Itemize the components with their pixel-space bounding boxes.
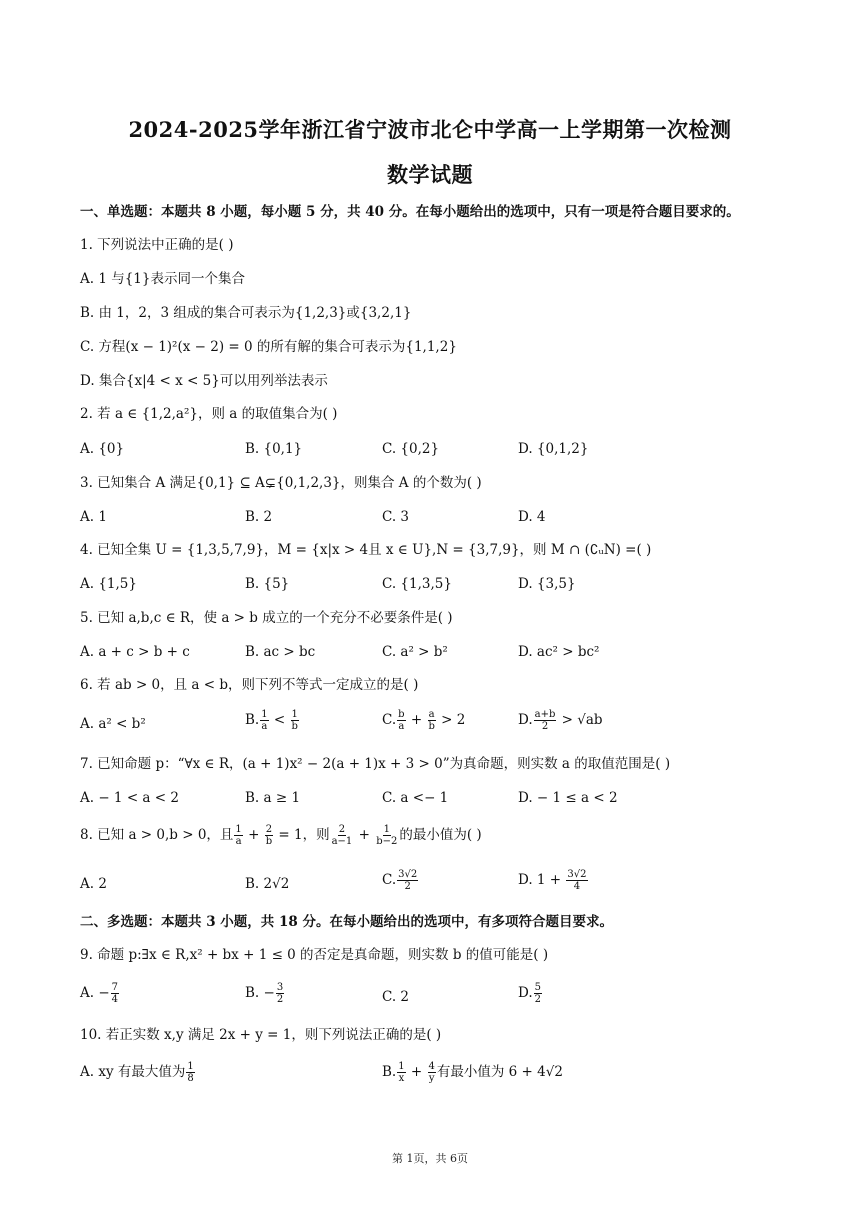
fraction: $\frac{5}{2}$ <box>534 982 542 1005</box>
question-7-option-a: A. − 1 < a < 2 <box>80 790 179 806</box>
question-8-option-a: A. 2 <box>80 876 107 892</box>
question-6-option-b: B. $\frac{1}{a}$ < $\frac{1}{b}$ <box>245 709 298 732</box>
question-2-option-c: C. {0,2} <box>382 441 440 457</box>
question-9-option-c: C. 2 <box>382 989 410 1005</box>
question-4-option-b: B. {5} <box>245 576 290 592</box>
question-10-option-b: B. $\frac{1}{x}$ + $\frac{4}{y}$ 有最小值为 6 + 4√2 <box>382 1061 563 1084</box>
question-4-stem: 4. 已知全集 U = {1,3,5,7,9}，M = {x|x > 4且 x ∈ U},N = {3,7,9}，则 M ∩ (∁ᵤN) =( ) <box>80 542 652 558</box>
question-8-option-c: C. $\frac{3√2}{2}$ <box>382 869 418 892</box>
question-1-stem: 1. 下列说法中正确的是( ) <box>80 237 234 253</box>
fraction: $\frac{2}{b}$ <box>265 824 273 847</box>
question-1-option-d: D. 集合{x|4 < x < 5}可以用列举法表示 <box>80 373 328 389</box>
section-heading-multiple-choice: 二、多选题：本题共 3 小题，共 18 分。在每小题给出的选项中，有多项符合题目要求。 <box>80 914 613 930</box>
fraction: $\frac{a}{b}$ <box>428 709 435 732</box>
fraction: $\frac{3√2}{4}$ <box>567 869 587 892</box>
fraction: $\frac{3}{2}$ <box>276 982 284 1005</box>
question-5-option-c: C. a² > b² <box>382 644 448 660</box>
question-7-option-b: B. a ≥ 1 <box>245 790 301 806</box>
question-9-option-b: B. − $\frac{3}{2}$ <box>245 982 284 1005</box>
question-6-option-c: C. $\frac{b}{a}$ + $\frac{a}{b}$ > 2 <box>382 709 466 732</box>
question-8-option-d: D. 1 + $\frac{3√2}{4}$ <box>518 869 587 892</box>
question-6-stem: 6. 若 ab > 0，且 a < b，则下列不等式一定成立的是( ) <box>80 677 419 693</box>
fraction: $\frac{3√2}{2}$ <box>398 869 418 892</box>
question-4-option-a: A. {1,5} <box>80 576 137 592</box>
question-3-option-b: B. 2 <box>245 509 273 525</box>
question-2-option-a: A. {0} <box>80 441 125 457</box>
exam-subtitle: 数学试题 <box>387 162 473 187</box>
section-heading-single-choice: 一、单选题：本题共 8 小题，每小题 5 分，共 40 分。在每小题给出的选项中，只有一项是符合题目要求的。 <box>80 204 740 220</box>
fraction: $\frac{1}{x}$ <box>398 1061 405 1084</box>
fraction: $\frac{a+b}{2}$ <box>534 709 556 732</box>
question-8-option-b: B. 2√2 <box>245 876 290 892</box>
question-5-stem: 5. 已知 a,b,c ∈ R，使 a > b 成立的一个充分不必要条件是( ) <box>80 610 453 626</box>
question-2-option-d: D. {0,1,2} <box>518 441 589 457</box>
question-9-stem: 9. 命题 p:∃x ∈ R,x² + bx + 1 ≤ 0 的否定是真命题，则实数 b 的值可能是( ) <box>80 947 549 963</box>
question-7-stem: 7. 已知命题 p：“∀x ∈ R，(a + 1)x² − 2(a + 1)x + 3 > 0”为真命题，则实数 a 的取值范围是( ) <box>80 756 671 772</box>
fraction: $\frac{2}{a-1}$ <box>331 824 353 847</box>
fraction: $\frac{b}{a}$ <box>398 709 405 732</box>
fraction: $\frac{1}{b}$ <box>291 709 298 732</box>
fraction: $\frac{1}{a}$ <box>235 824 242 847</box>
question-5-option-b: B. ac > bc <box>245 644 316 660</box>
question-3-option-a: A. 1 <box>80 509 107 525</box>
question-5-option-d: D. ac² > bc² <box>518 644 600 660</box>
fraction: $\frac{1}{b-2}$ <box>376 824 398 847</box>
question-4-option-c: C. {1,3,5} <box>382 576 452 592</box>
question-4-option-d: D. {3,5} <box>518 576 576 592</box>
page-footer: 第 1页，共 6页 <box>392 1152 468 1165</box>
question-7-option-d: D. − 1 ≤ a < 2 <box>518 790 618 806</box>
fraction: $\frac{1}{8}$ <box>187 1061 194 1084</box>
question-10-stem: 10. 若正实数 x,y 满足 2x + y = 1，则下列说法正确的是( ) <box>80 1027 442 1043</box>
question-1-option-a: A. 1 与{1}表示同一个集合 <box>80 271 245 287</box>
question-9-option-d: D. $\frac{5}{2}$ <box>518 982 542 1005</box>
question-9-option-a: A. − $\frac{7}{4}$ <box>80 982 119 1005</box>
question-3-stem: 3. 已知集合 A 满足{0,1} ⊆ A⊊{0,1,2,3}，则集合 A 的个数为( ) <box>80 475 482 491</box>
question-1-option-c: C. 方程(x − 1)²(x − 2) = 0 的所有解的集合可表示为{1,1,2} <box>80 339 457 355</box>
question-6-option-d: D. $\frac{a+b}{2}$ > √ab <box>518 709 603 732</box>
fraction: $\frac{4}{y}$ <box>428 1061 435 1084</box>
question-5-option-a: A. a + c > b + c <box>80 644 190 660</box>
question-3-option-d: D. 4 <box>518 509 546 525</box>
question-6-option-a: A. a² < b² <box>80 716 146 732</box>
question-8-stem: 8. 已知 a > 0,b > 0，且 $\frac{1}{a}$ + $\frac{2}{b}$ = 1，则 $\frac{2}{a-1}$ + $\frac{1}{b-2}$ 的最小值为( ) <box>80 824 482 847</box>
question-1-option-b: B. 由 1，2，3 组成的集合可表示为{1,2,3}或{3,2,1} <box>80 305 412 321</box>
exam-title: 2024-2025学年浙江省宁波市北仑中学高一上学期第一次检测 <box>128 117 732 142</box>
question-3-option-c: C. 3 <box>382 509 410 525</box>
question-7-option-c: C. a <− 1 <box>382 790 449 806</box>
question-2-stem: 2. 若 a ∈ {1,2,a²}，则 a 的取值集合为( ) <box>80 406 338 422</box>
fraction: $\frac{7}{4}$ <box>111 982 119 1005</box>
question-10-option-a: A. xy 有最大值为 $\frac{1}{8}$ <box>80 1061 194 1084</box>
fraction: $\frac{1}{a}$ <box>261 709 268 732</box>
question-2-option-b: B. {0,1} <box>245 441 303 457</box>
